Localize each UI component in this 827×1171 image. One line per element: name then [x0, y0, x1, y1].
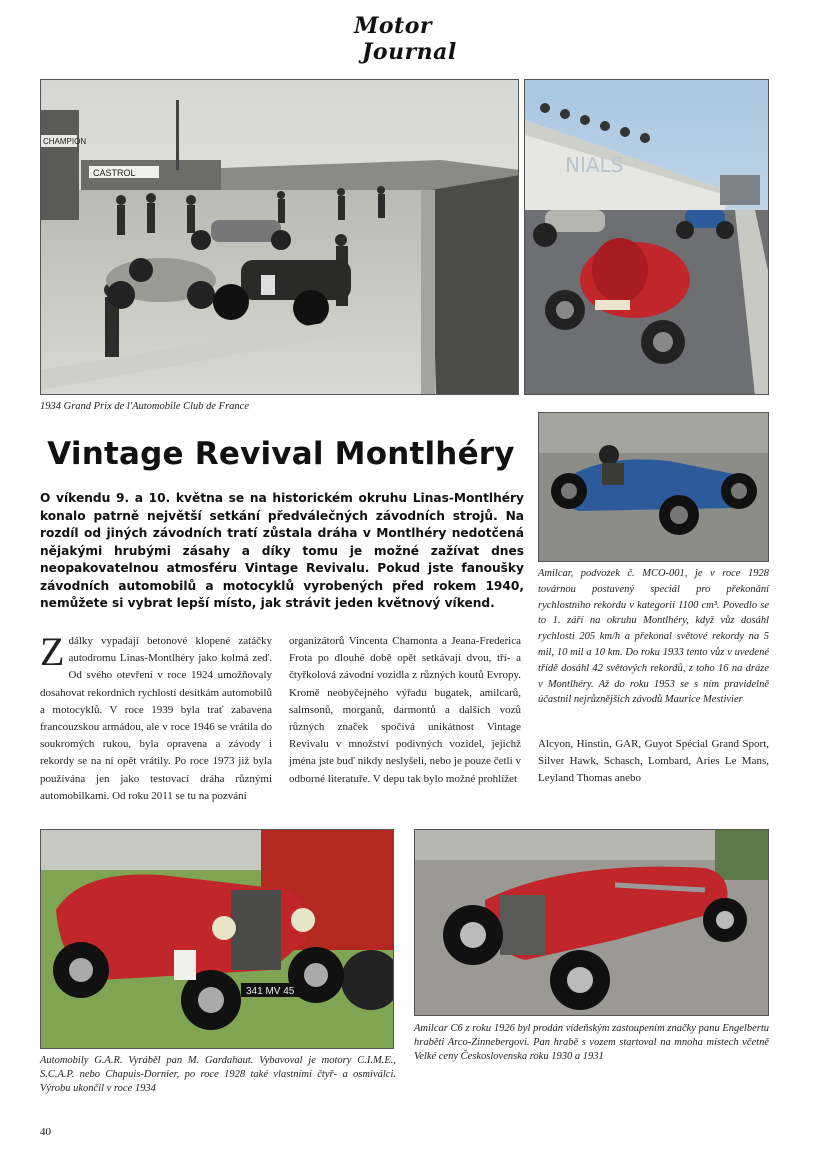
article-lead: O víkendu 9. a 10. května se na historickém okruhu Linas-Montlhéry konalo patrně největší setkání předválečných závodních strojů. Na rozdíl od jiných závodních tratí zůstala dráha v Montlhéry nedotčená nějakými hrubými zásahy a díky tomu je možné zažívat dnes neopakovatelnou atmosféru Vintage Revivalu. Pokud jste fanoušky závodních automobilů a motocyklů vyrobených před rokem 1940, nemůžete si vybrat lepší místo, jak strávit jeden květnový víkend. — [40, 491, 524, 610]
photo-gar-cars — [40, 829, 394, 1049]
sign-castrol: CASTROL — [93, 168, 136, 178]
sign-champion: CHAMPION — [43, 137, 87, 146]
caption-gar-cars: Automobily G.A.R. Vyráběl pan M. Gardahaut. Vybavoval je motory C.I.M.E., S.C.A.P. nebo Chapuis-Dornier, po roce 1928 také vlastními čtyř- a osmiválci. Výrobu ukončil v roce 1934 — [40, 1055, 396, 1095]
photo-red-bugatti — [524, 79, 769, 395]
page-number: 40 — [40, 1126, 51, 1138]
logo-line-2: Journal — [362, 39, 457, 65]
amilcar-c6-illustration — [415, 830, 769, 1016]
motor-journal-logo — [352, 12, 458, 74]
sidebar-continued-text: Alcyon, Hinstin, GAR, Guyot Spécial Grand Sport, Silver Hawk, Schasch, Lombard, Aries Le Mans, Leyland Thomas anebo — [538, 738, 769, 785]
caption-blue-amilcar: Amilcar, podvozek č. MCO-001, je v roce 1928 továrnou postavený speciál pro překonání rychlostního rekordu v kategorii 1100 cm³. Povedlo se to 1. září na okruhu Montlhéry, když vůz dosáhl rychlosti 205 km/h a překonal světové rekordy na 5 mil, 10 mil a 10 km. Do roku 1933 tento vůz v uvedené třídě dosáhl 42 světových rekordů, z toho 16 na dráze v Montlhéry. Až do roku 1953 se s ním pravidelně účastnil nejrůznějších závodů Maurice Mestivier — [538, 568, 769, 706]
licence-plate: 341 MV 45 — [246, 986, 295, 997]
gar-cars-illustration — [41, 830, 394, 1049]
photo-amilcar-c6 — [414, 829, 769, 1016]
drop-cap: Z — [40, 629, 65, 674]
caption-grand-prix: 1934 Grand Prix de l'Automobile Club de France — [40, 401, 250, 412]
article-column-1-text: dálky vypadají betonové klopené zatáčky autodromu Linas-Montlhéry jako kolmá zeď. Od svého otevření v roce 1924 umožňovaly dosahovat rekordních rychlostí desítkám automobilů a motocyklů. V roce 1939 byla trať zabavena francouzskou armádou, ale v roce 1946 se vrátila do soukromých rukou, byla opravena a závody i rekordy se na ní opět vrátily. Po roce 1973 již byla používána jen jako testovací dráha různými automobilkami. Od roku 2011 se tu na pozvání — [40, 635, 272, 802]
article-column-2: organizátorů Vincenta Chamonta a Jeana-Frederica Frota po dlouhé době opět setkávají dvou, tří- a čtyřkolová závodní vozidla z různých koutů Evropy. Kromě neobyčejného výřadu bugatek, amilcarů, salmsonů, morganů, darmontů a dalších vozů různých značek spočívá unikátnost Vintage Revivalu v množství podivných vozidel, jejichž jména jste buď nikdy neslyšeli, nebo je pouze četli v odborné literatuře. V depu tak bylo možné prohlížet — [289, 635, 521, 785]
wall-text: NIALS — [565, 153, 624, 177]
grand-prix-grid-illustration — [41, 80, 519, 395]
bugatti-pitlane-illustration — [525, 80, 769, 395]
article-column-1 — [40, 629, 272, 805]
blue-amilcar-illustration — [539, 413, 769, 562]
photo-grand-prix-1934 — [40, 79, 519, 395]
logo-line-1: Motor — [354, 13, 432, 39]
photo-blue-amilcar — [538, 412, 769, 562]
article-title: Vintage Revival Montlhéry — [47, 436, 515, 472]
caption-amilcar-c6: Amilcar C6 z roku 1926 byl prodán vídeňským zastoupením značky panu Engelbertu hraběti Arco-Zinnebergovi. Pan hrabě s vozem startoval na mnoha místech včetně Velké ceny Československa roku 1930 a 1931 — [414, 1023, 769, 1063]
race-car-silver — [106, 258, 216, 309]
